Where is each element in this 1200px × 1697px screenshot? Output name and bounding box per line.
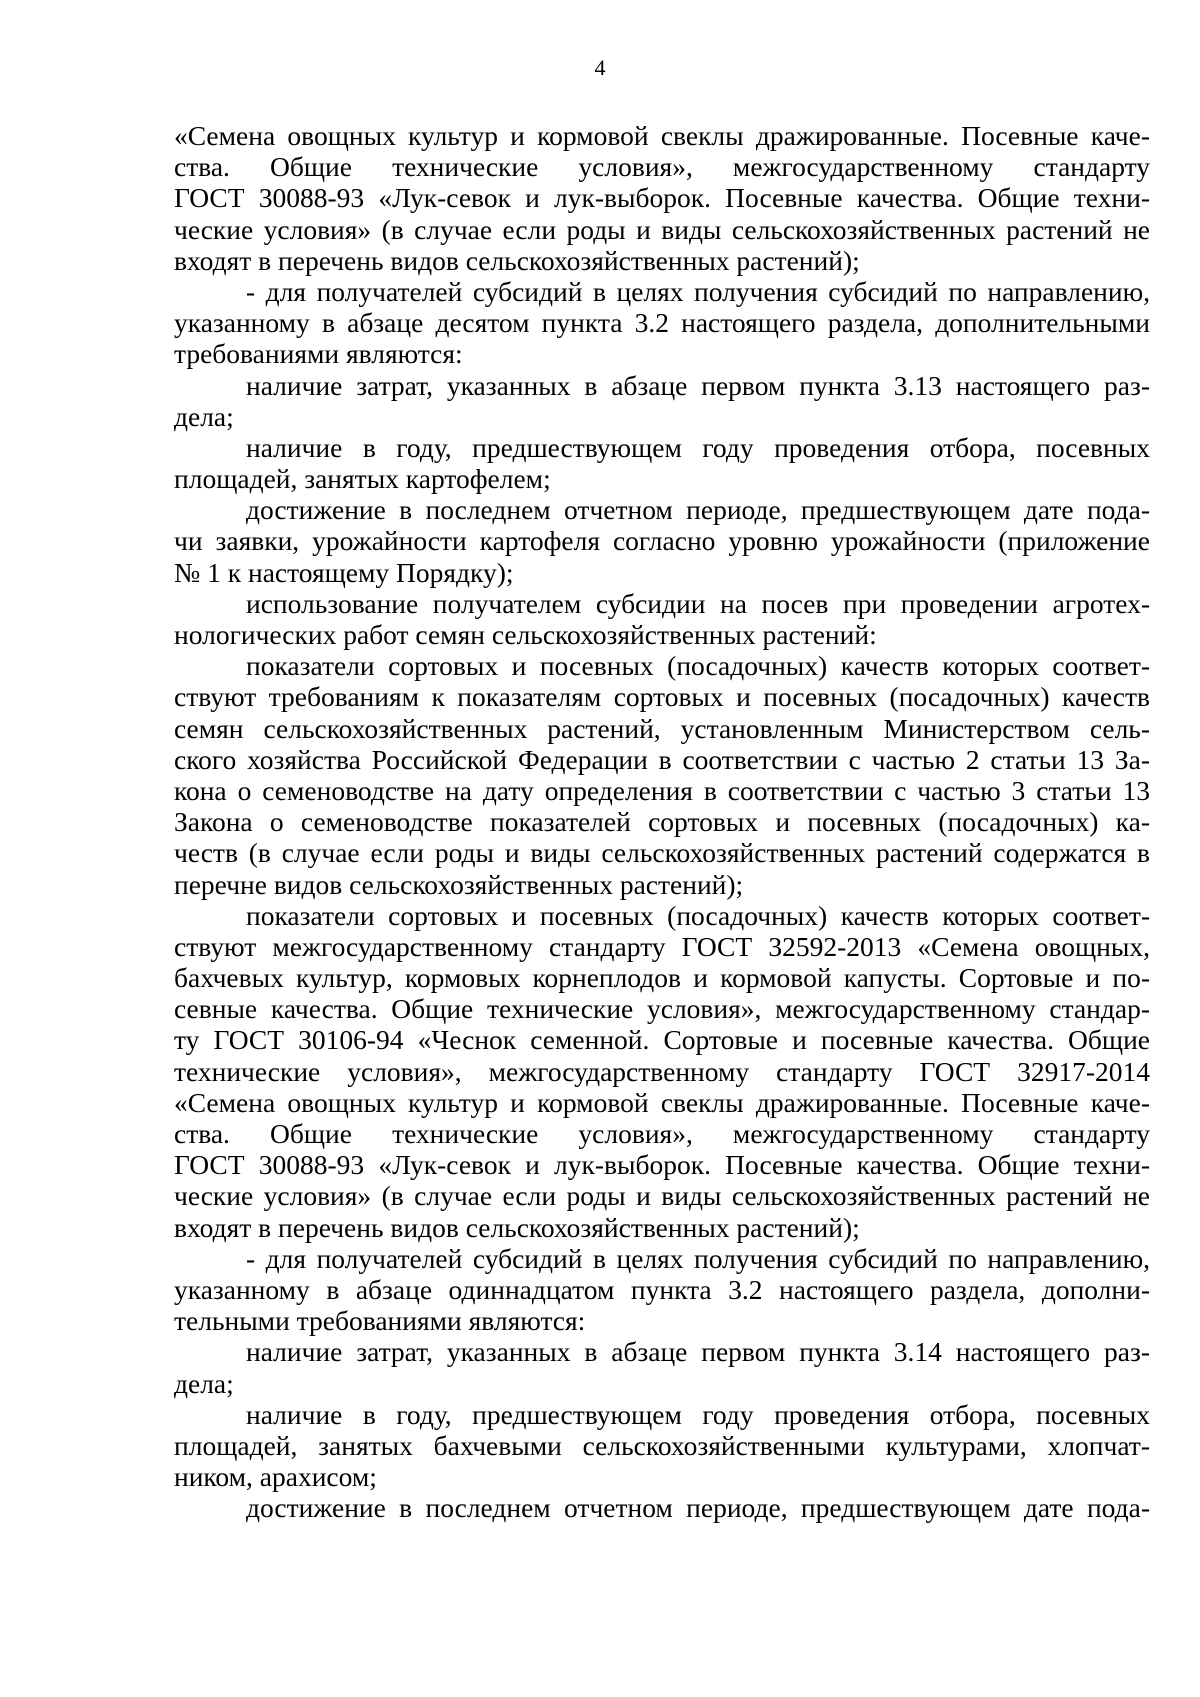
text-line: наличие затрат, указанных в абзаце первом пункта 3.14 настоящего раз- — [246, 1336, 1150, 1368]
text-line: Закона о семеноводстве показателей сортовых и посевных (посадочных) ка- — [174, 806, 1150, 838]
text-line: ства. Общие технические условия», межгосударственному стандарту — [174, 1118, 1150, 1149]
text-line: семян сельскохозяйственных растений, установленным Министерством сель- — [174, 712, 1150, 744]
text-line: ствуют требованиям к показателям сортовых и посевных (посадочных) качеств — [174, 681, 1150, 713]
text-line: нологических работ семян сельскохозяйственных растений: — [174, 619, 877, 650]
text-line: площадей, занятых картофелем; — [174, 463, 551, 495]
text-line: ГОСТ 30088-93 «Лук-севок и лук-выборок. Посевные качества. Общие техни- — [174, 1149, 1150, 1181]
text-line: ства. Общие технические условия», межгосударственному стандарту — [174, 151, 1150, 183]
text-line: наличие в году, предшествующем году проведения отбора, посевных — [246, 431, 1150, 463]
text-line: перечне видов сельскохозяйственных растений); — [174, 868, 744, 900]
text-line: наличие в году, предшествующем году проведения отбора, посевных — [246, 1398, 1150, 1430]
text-line: тельными требованиями являются: — [174, 1305, 586, 1337]
text-line: площадей, занятых бахчевыми сельскохозяйственными культурами, хлопчат- — [174, 1429, 1150, 1461]
text-line: ческие условия» (в случае если роды и виды сельскохозяйственных растений не — [174, 1180, 1150, 1212]
text-line: ту ГОСТ 30106-94 «Чеснок семенной. Сортовые и посевные качества. Общие — [174, 1024, 1150, 1056]
text-line: достижение в последнем отчетном периоде, предшествующем дате пода- — [246, 1492, 1150, 1524]
text-line: ником, арахисом; — [174, 1461, 377, 1493]
page-number: 4 — [594, 55, 606, 80]
text-line: указанному в абзаце одиннадцатом пункта 3.2 настоящего раздела, дополни- — [174, 1273, 1150, 1305]
text-line: ческие условия» (в случае если роды и виды сельскохозяйственных растений не — [174, 213, 1150, 245]
text-line: - для получателей субсидий в целях получения субсидий по направлению, — [246, 1242, 1150, 1274]
text-line: «Семена овощных культур и кормовой свеклы дражированные. Посевные каче- — [174, 1086, 1150, 1118]
text-line: технические условия», межгосударственному стандарту ГОСТ 32917-2014 — [174, 1055, 1150, 1087]
text-line: севные качества. Общие технические условия», межгосударственному стандар- — [174, 993, 1150, 1025]
text-line: указанному в абзаце десятом пункта 3.2 настоящего раздела, дополнительными — [174, 307, 1150, 339]
text-line: ствуют межгосударственному стандарту ГОСТ 32592-2013 «Семена овощных, — [174, 930, 1150, 962]
text-line: дела; — [174, 1367, 234, 1399]
text-line: честв (в случае если роды и виды сельскохозяйственных растений содержатся в — [174, 837, 1150, 869]
text-line: кона о семеноводстве на дату определения в соответствии с частью 3 статьи 13 — [174, 774, 1150, 806]
document-body — [174, 120, 1150, 1523]
text-line: № 1 к настоящему Порядку); — [174, 556, 514, 588]
text-line: - для получателей субсидий в целях получения субсидий по направлению, — [246, 275, 1150, 307]
text-line: показатели сортовых и посевных (посадочных) качеств которых соответ- — [246, 650, 1150, 682]
text-line: входят в перечень видов сельскохозяйственных растений); — [174, 244, 860, 276]
text-line: бахчевых культур, кормовых корнеплодов и кормовой капусты. Сортовые и по- — [174, 962, 1150, 994]
text-line: «Семена овощных культур и кормовой свеклы дражированные. Посевные каче- — [174, 120, 1150, 151]
text-line: входят в перечень видов сельскохозяйственных растений); — [174, 1211, 860, 1243]
text-line: достижение в последнем отчетном периоде, предшествующем дате пода- — [246, 494, 1150, 526]
text-line: ского хозяйства Российской Федерации в соответствии с частью 2 статьи 13 За- — [174, 743, 1150, 775]
text-line: требованиями являются: — [174, 338, 463, 370]
text-line: дела; — [174, 400, 234, 432]
text-line: показатели сортовых и посевных (посадочных) качеств которых соответ- — [246, 899, 1150, 931]
text-line: чи заявки, урожайности картофеля согласно уровню урожайности (приложение — [174, 525, 1150, 557]
text-line: наличие затрат, указанных в абзаце первом пункта 3.13 настоящего раз- — [246, 369, 1150, 401]
text-line: использование получателем субсидии на посев при проведении агротех- — [246, 587, 1150, 619]
text-line: ГОСТ 30088-93 «Лук-севок и лук-выборок. Посевные качества. Общие техни- — [174, 182, 1150, 214]
